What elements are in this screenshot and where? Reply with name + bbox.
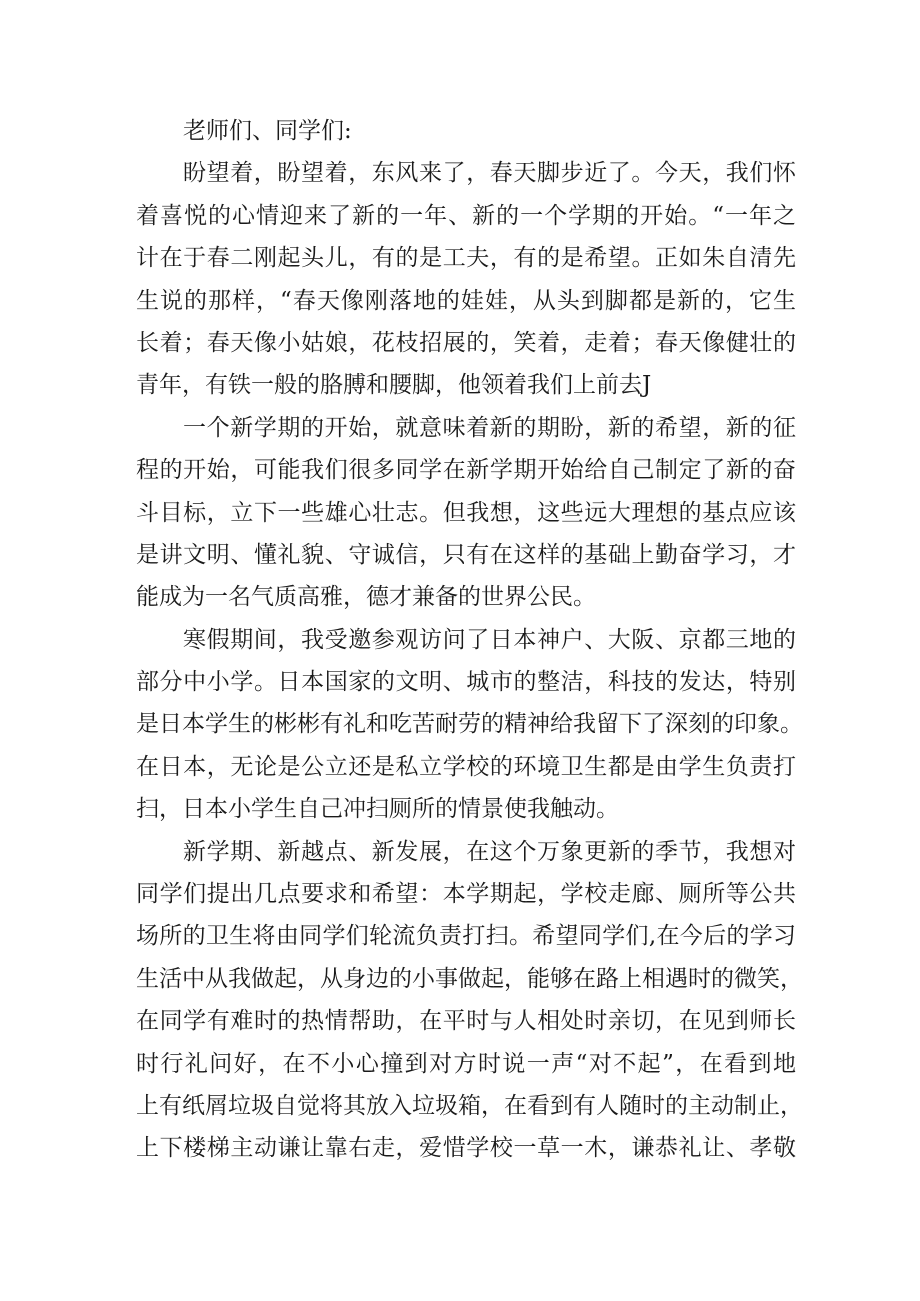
text-line: 盼望着，盼望着，东风来了，春天脚步近了。今天，我们怀 [183, 160, 796, 187]
paragraph-2 [136, 407, 796, 619]
text-line: 斗目标，立下一些雄心壮志。但我想，这些远大理想的基点应该 [136, 499, 796, 526]
text-line: 在同学有难时的热情帮助，在平时与人相处时亲切，在见到师长 [136, 1008, 796, 1035]
text-line: 是讲文明、懂礼貌、守诚信，只有在这样的基础上勤奋学习，才 [136, 541, 796, 568]
text-line: 部分中小学。日本国家的文明、城市的整洁，科技的发达，特别 [136, 669, 796, 696]
salutation: 老师们、同学们: [183, 118, 352, 144]
speech-text [136, 110, 803, 1170]
text-line: 生活中从我做起，从身边的小事做起，能够在路上相遇时的微笑， [136, 965, 803, 992]
text-line: 寒假期间，我受邀参观访问了日本神户、大阪、京都三地的 [183, 626, 796, 653]
paragraph-3 [136, 619, 803, 831]
text-line: 同学们提出几点要求和希望：本学期起，学校走廊、厕所等公共 [136, 881, 796, 908]
text-line: 计在于春二刚起头儿，有的是工夫，有的是希望。正如朱自清先 [136, 245, 796, 272]
text-line: 上下楼梯主动谦让靠右走，爱惜学校一草一木，谦恭礼让、孝敬 [136, 1135, 796, 1162]
text-line: 生说的那样，“春天像刚落地的娃娃，从头到脚都是新的，它生 [136, 287, 796, 314]
text-line: 时行礼问好，在不小心撞到对方时说一声“对不起”，在看到地 [136, 1050, 796, 1077]
text-line: 青年，有铁一般的胳膊和腰脚，他领着我们上前去J [136, 372, 652, 399]
text-line: 在日本，无论是公立还是私立学校的环境卫生都是由学生负责打 [136, 753, 796, 780]
text-line: 场所的卫生将由同学们轮流负责打扫。希望同学们,在今后的学习 [136, 923, 796, 950]
text-line: 程的开始，可能我们很多同学在新学期开始给自己制定了新的奋 [136, 457, 796, 484]
text-line: 能成为一名气质高雅，德才兼备的世界公民。 [136, 584, 596, 611]
paragraph-4 [136, 831, 803, 1170]
text-line: 扫，日本小学生自己冲扫厕所的情景使我触动。 [136, 796, 619, 823]
text-line: 一个新学期的开始，就意味着新的期盼，新的希望，新的征 [183, 414, 796, 441]
text-line: 着喜悦的心情迎来了新的一年、新的一个学期的开始。“一年之 [136, 202, 796, 229]
text-line: 新学期、新越点、新发展，在这个万象更新的季节，我想对 [183, 838, 796, 865]
text-line: 上有纸屑垃圾自觉将其放入垃圾箱，在看到有人随时的主动制止， [136, 1092, 803, 1119]
paragraph-1 [136, 152, 796, 406]
text-line: 长着；春天像小姑娘，花枝招展的，笑着，走着；春天像健壮的 [136, 329, 796, 356]
text-line: 是日本学生的彬彬有礼和吃苦耐劳的精神给我留下了深刻的印象。 [136, 711, 803, 738]
